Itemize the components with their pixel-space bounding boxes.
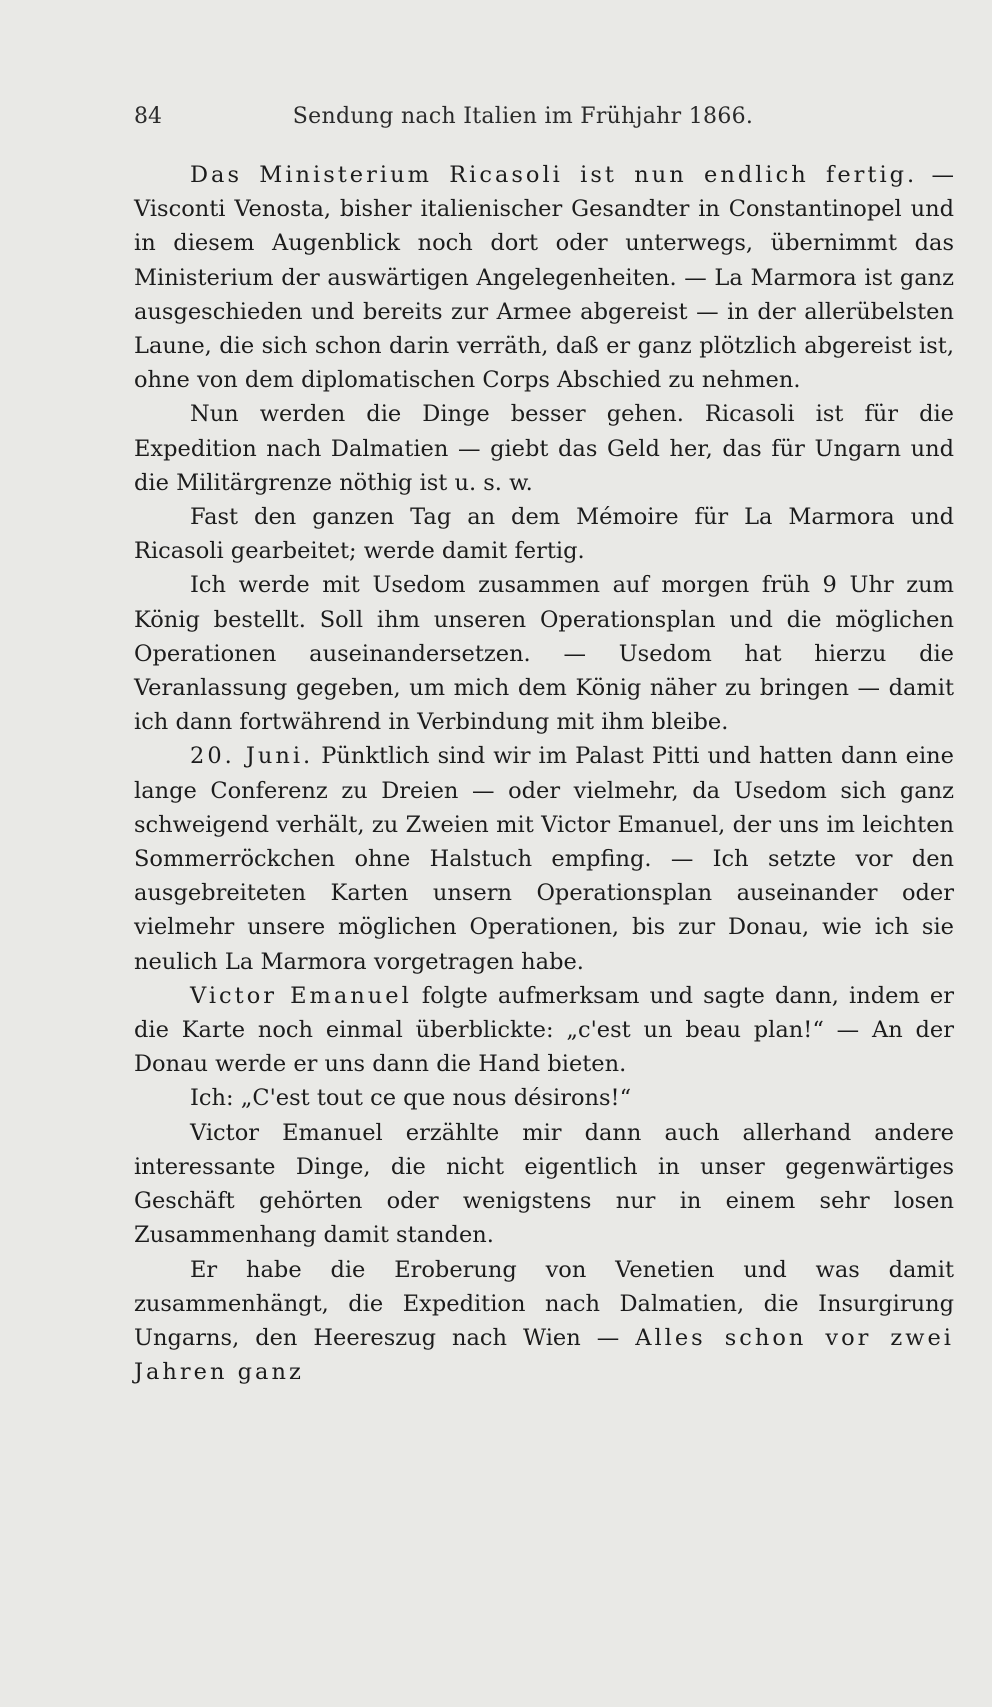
paragraph-text: folgte aufmerksam und sagte dann, indem er die Karte noch einmal überblickte: „c'est un beau plan!“ — An der Donau werde er uns dann die Hand bieten. [134, 982, 954, 1078]
paragraph-text: — Visconti Venosta, bisher italienischer Gesandter in Constantinopel und in diesem Augenblick noch dort oder unterwegs, übernimmt das Ministerium der auswärtigen Angelegenheiten. — La Marmora ist ganz ausgeschieden und bereits zur Armee abgereist — in der allerübelsten Laune, die sich schon darin verräth, daß er ganz plötzlich abgereist ist, ohne von dem diplomatischen Corps Abschied zu nehmen. [134, 162, 955, 394]
running-title: Sendung nach Italien im Frühjahr 1866. [292, 104, 754, 129]
page-number: 84 [134, 104, 162, 129]
paragraph [134, 158, 954, 397]
paragraph-text: Ich werde mit Usedom zusammen auf morgen früh 9 Uhr zum König bestellt. Soll ihm unseren Operationsplan und die möglichen Operationen auseinandersetzen. — Usedom hat hierzu die Veranlassung gegeben, um mich dem König näher zu bringen — damit ich dann fortwährend in Verbindung mit ihm bleibe. [134, 572, 954, 736]
emphasized-text: Alles schon vor zwei Jahren ganz [134, 1324, 955, 1386]
paragraph [134, 500, 954, 568]
paragraph [134, 979, 954, 1082]
date-heading: 20. Juni. [190, 743, 314, 770]
paragraph-text: Nun werden die Dinge besser gehen. Ricasoli ist für die Expedition nach Dalmatien — giebt das Geld her, das für Ungarn und die Militärgrenze nöthig ist u. s. w. [134, 401, 954, 496]
paragraph [134, 739, 954, 978]
paragraph [134, 568, 954, 739]
paragraph [134, 1253, 954, 1390]
paragraph [134, 397, 954, 500]
paragraph-text: Fast den ganzen Tag an dem Mémoire für La Marmora und Ricasoli gearbeitet; werde damit fertig. [134, 504, 954, 565]
paragraph [134, 1081, 954, 1115]
body-text [134, 158, 954, 1389]
emphasized-text: Das Ministerium Ricasoli ist nun endlich fertig. [190, 162, 918, 188]
running-head [134, 104, 972, 140]
paragraph-text: Pünktlich sind wir im Palast Pitti und hatten dann eine lange Conferenz zu Dreien — oder vielmehr, da Usedom sich ganz schweigend verhält, zu Zweien mit Victor Emanuel, der uns im leichten Sommerröckchen ohne Halstuch empfing. — Ich setzte vor den ausgebreiteten Karten unsern Operationsplan auseinander oder vielmehr unsere möglichen Operationen, bis zur Donau, wie ich sie neulich La Marmora vorgetragen habe. [134, 743, 954, 975]
paragraph-text: Ich: „C'est tout ce que nous désirons!“ [190, 1085, 632, 1112]
emphasized-text: Victor Emanuel [190, 982, 412, 1009]
paragraph-text: Victor Emanuel erzählte mir dann auch allerhand andere interessante Dinge, die nicht eigentlich in unser gegenwärtiges Geschäft gehörten oder wenigstens nur in einem sehr losen Zusammenhang damit standen. [134, 1119, 954, 1249]
paragraph-text: Er habe die Eroberung von Venetien und was damit zusammenhängt, die Expedition nach Dalmatien, die Insurgirung Ungarns, den Heereszug nach Wien — [134, 1256, 954, 1351]
paragraph [134, 1116, 954, 1253]
